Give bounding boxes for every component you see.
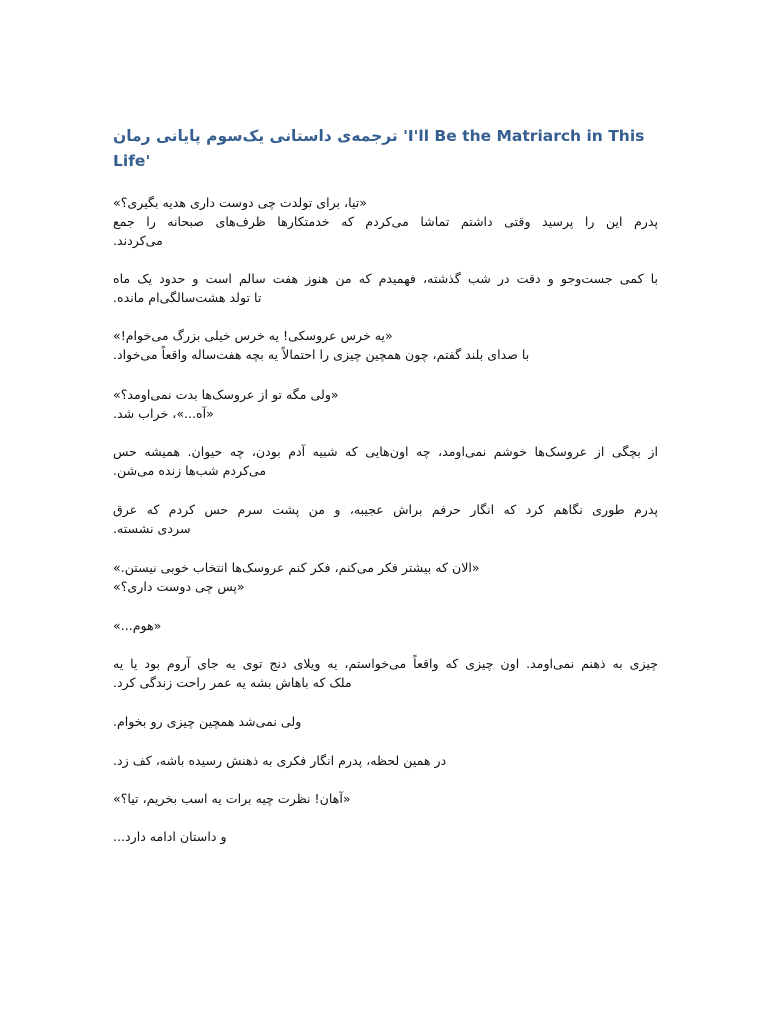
title-persian: ترجمه‌ی داستانی یک‌سوم پایانی رمان	[113, 127, 398, 145]
paragraph-line: «آهان! نظرت چیه برات یه اسب بخریم، تیا؟»	[113, 791, 351, 806]
title-english-line1: 'I'll Be the Matriarch in This	[403, 127, 645, 145]
paragraph-line: ولی نمی‌شد همچین چیزی رو بخوام.	[113, 714, 302, 729]
paragraph-9	[113, 616, 658, 635]
paragraph-line: در همین لحظه، پدرم انگار فکری به ذهنش رسیده باشه، کف زد.	[113, 753, 447, 768]
paragraph-3	[113, 269, 658, 307]
paragraph-line: «یه خرس عروسکی! یه خرس خیلی بزرگ می‌خوام!»	[113, 328, 393, 343]
paragraph-line: پدرم این را پرسید وقتی داشتم تماشا می‌کردم که خدمتکارها ظرف‌های صبحانه را جمع	[113, 214, 658, 229]
paragraph-12	[113, 751, 658, 770]
paragraph-2	[113, 212, 658, 250]
paragraph-line: پدرم طوری نگاهم کرد که انگار حرفم براش عجیبه، و من پشت سرم حس کردم که عرق	[113, 502, 658, 517]
paragraph-14	[113, 827, 658, 846]
paragraph-line: و داستان ادامه دارد...	[113, 829, 227, 844]
paragraph-7	[113, 500, 658, 538]
paragraph-line: «آه...»، خراب شد.	[113, 406, 214, 421]
paragraph-8	[113, 558, 658, 596]
paragraph-line: می‌کردند.	[113, 233, 163, 248]
paragraph-line: می‌کردم شب‌ها زنده می‌شن.	[113, 463, 267, 478]
paragraph-13	[113, 789, 658, 808]
paragraph-11	[113, 712, 658, 731]
paragraph-line: «پس چی دوست داری؟»	[113, 579, 245, 594]
paragraph-line: «ولی مگه تو از عروسک‌ها بدت نمی‌اومد؟»	[113, 387, 339, 402]
paragraph-line: «تیا، برای تولدت چی دوست داری هدیه بگیری؟»	[113, 195, 367, 210]
document-title	[113, 124, 658, 174]
paragraph-line: سردی نشسته.	[113, 521, 191, 536]
paragraph-line: تا تولد هشت‌سالگی‌ام مانده.	[113, 290, 262, 305]
paragraph-line: چیزی به ذهنم نمی‌اومد. اون چیزی که واقعاً می‌خواستم، یه ویلای دنج توی یه جای آروم بود یا یه	[113, 656, 658, 671]
paragraph-5	[113, 385, 658, 423]
paragraph-line: «الان که بیشتر فکر می‌کنم، فکر کنم عروسک‌ها انتخاب خوبی نیستن.»	[113, 560, 480, 575]
title-english-line2: Life'	[113, 152, 151, 170]
paragraph-6	[113, 442, 658, 480]
paragraph-line: از بچگی از عروسک‌ها خوشم نمی‌اومد، چه اون‌هایی که شبیه آدم بودن، چه حیوان. همیشه حس	[113, 444, 658, 459]
paragraph-1	[113, 193, 658, 212]
paragraph-line: با کمی جست‌وجو و دقت در شب گذشته، فهمیدم که من هنوز هفت سالم است و حدود یک ماه	[113, 271, 658, 286]
paragraph-line: با صدای بلند گفتم، چون همچین چیزی را احتمالاً یه بچه هفت‌ساله واقعاً می‌خواد.	[113, 347, 530, 362]
paragraph-line: ملک که باهاش بشه یه عمر راحت زندگی کرد.	[113, 675, 352, 690]
paragraph-10	[113, 654, 658, 692]
paragraph-line: «هوم...»	[113, 618, 162, 633]
paragraph-4	[113, 326, 658, 364]
